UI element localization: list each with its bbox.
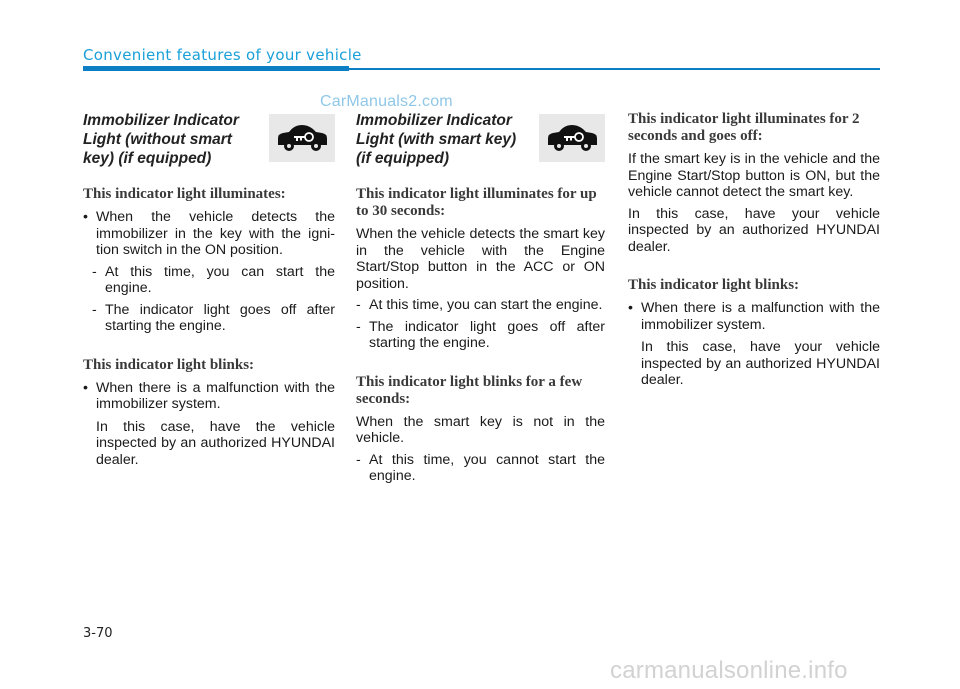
bullet-text: When there is a malfunction with the immobilizer system. [96,379,335,412]
dash-glyph: - [356,297,361,313]
section-title: Immobilizer Indicator Light (with smart key) (if equipped) [356,112,517,167]
bullet-text: When the vehicle detects the immobilizer in the key with the igni-tion switch in the ON position. [96,209,335,258]
bullet-glyph: • [628,300,633,316]
paragraph: When the vehicle detects the smart key in the vehicle with the Engine Start/Stop button in the ACC or ON position. [356,226,605,292]
dash-item [356,319,605,352]
header-title: Convenient features of your vehicle [83,46,362,64]
dash-glyph: - [92,301,97,318]
bullet-glyph: • [83,379,88,396]
dash-item [356,452,605,485]
subheading: This indicator light blinks: [628,277,800,293]
immobilizer-indicator-box [539,114,605,162]
dash-glyph: - [356,451,361,468]
section-title-row [356,110,605,166]
column-smart-key-detection [628,110,880,394]
paragraph: When the smart key is not in the vehicle. [356,413,605,446]
bullet-glyph: • [83,209,88,225]
subheading: This indicator light illuminates: [83,186,286,202]
dash-text: At this time, you cannot start the engine. [369,451,605,484]
subheading: This indicator light blinks: [83,356,255,373]
paragraph: If the smart key is in the vehicle and the Engine Start/Stop button is ON, but the vehicle cannot detect the smart key. [628,151,880,200]
section-title: Immobilizer Indicator Light (without smart key) (if equipped) [83,112,239,167]
column-immobilizer-with-smart-key [356,110,605,490]
subheading: This indicator light illuminates for 2 seconds and goes off: [628,111,860,144]
section-title-row [83,110,335,166]
dash-text: The indicator light goes off after starting the engine. [369,318,605,351]
dash-item [356,297,605,314]
dash-text: At this time, you can start the engine. [105,263,335,296]
dash-glyph: - [92,263,97,280]
watermark-top: CarManuals2.com [320,93,453,110]
immobilizer-indicator-box [269,114,335,162]
immobilizer-car-key-icon [274,123,330,153]
header-rule-thin [349,68,880,70]
watermark-footer: carmanualsonline.info [610,657,848,684]
subheading: This indicator light illuminates for up to 30 seconds: [356,186,597,219]
column-immobilizer-without-smart-key [83,110,335,473]
paragraph: In this case, have your vehicle inspected by an authorized HYUNDAI dealer. [628,205,880,255]
dash-text: The indicator light goes off after starting the engine. [105,301,335,334]
page-number: 3-70 [83,626,113,641]
bullet-item [83,380,335,413]
subheading: This indicator light blinks for a few seconds: [356,373,583,407]
bullet-text: When there is a malfunction with the immobilizer system. [641,300,880,333]
header-rule-thick [83,66,349,71]
dash-item [92,302,335,335]
dash-item [92,264,335,297]
note-text: In this case, have the vehicle inspected by an authorized HYUNDAI dealer. [96,418,335,468]
dash-glyph: - [356,318,361,335]
dash-text: At this time, you can start the engine. [369,297,603,313]
bullet-item [628,300,880,333]
note-text: In this case, have your vehicle inspected by an authorized HYUNDAI dealer. [641,339,880,388]
immobilizer-car-key-icon [544,123,600,153]
bullet-item [83,209,335,259]
